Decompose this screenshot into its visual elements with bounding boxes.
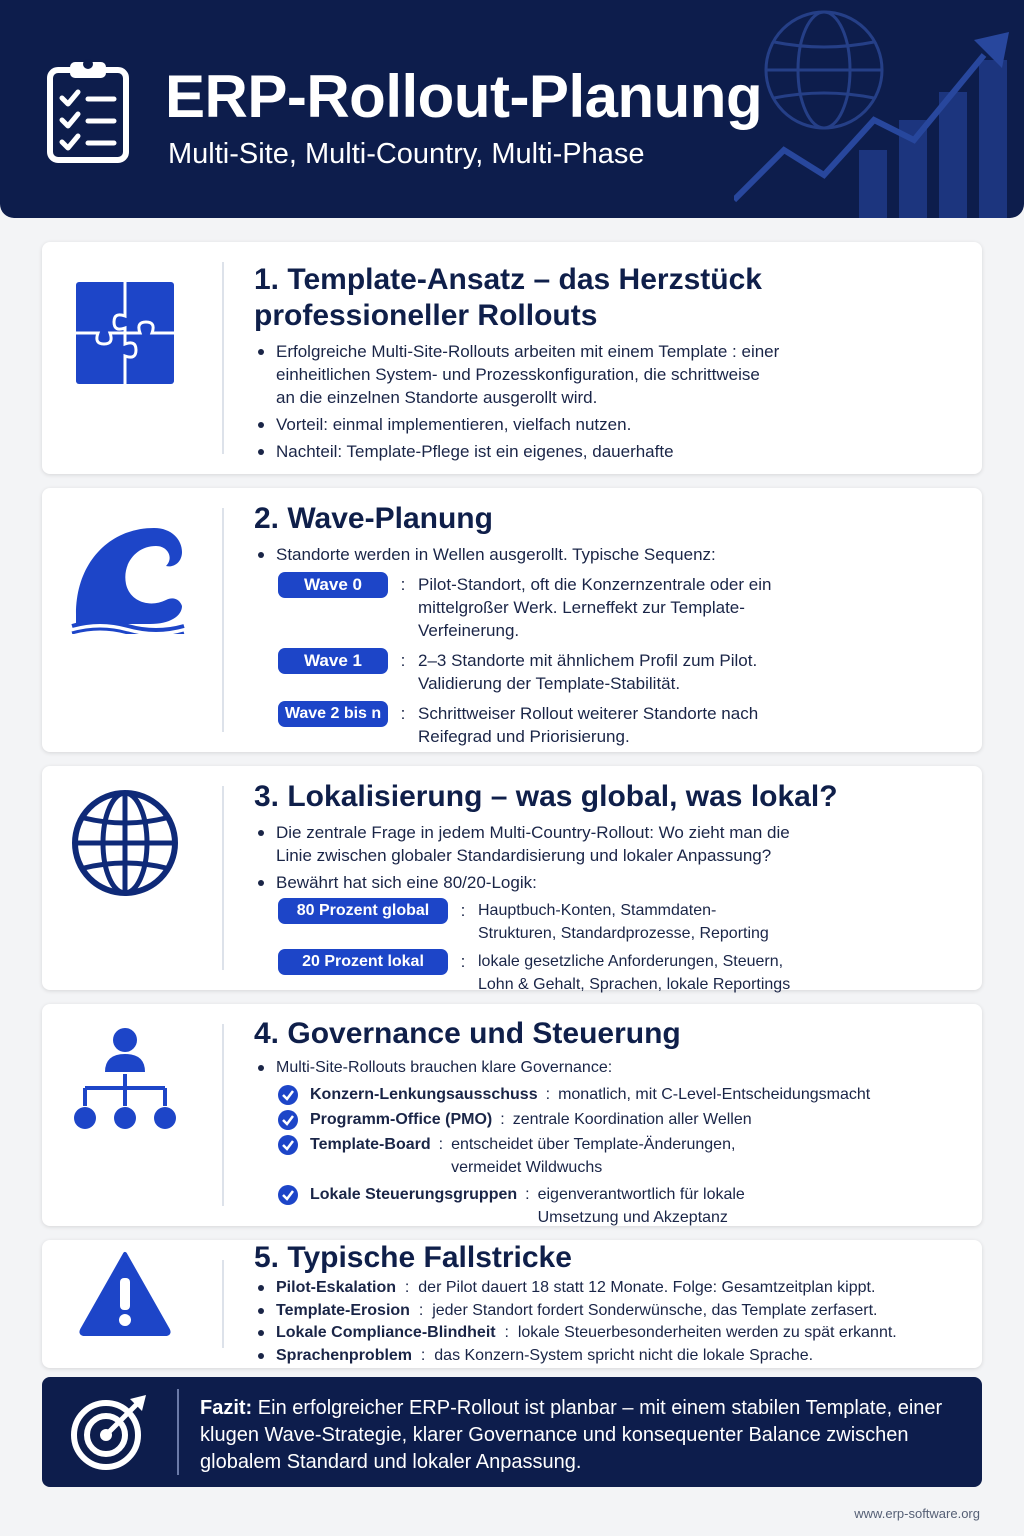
split-badge: 20 Prozent lokal (278, 949, 448, 975)
checkmark-icon (278, 1110, 298, 1130)
card-divider (222, 262, 224, 454)
checkmark-icon (278, 1085, 298, 1105)
wave-badge: Wave 0 (278, 572, 388, 598)
list-item: Erfolgreiche Multi-Site-Rollouts arbeiten mit einem Template : einer einheitlichen System- und Prozesskonfiguration, die schrittweise an die einzelnen Standorte ausgerollt wird. (254, 340, 782, 409)
wave-row: Wave 0 : Pilot-Standort, oft die Konzernzentrale oder ein mittelgroßer Werk. Lerneffekt zur Template-Verfeinerung. (254, 572, 802, 642)
section-title: 2. Wave-Planung (254, 502, 493, 535)
checkmark-icon (278, 1185, 298, 1205)
list-item: Standorte werden in Wellen ausgerollt. Typische Sequenz: (254, 543, 802, 566)
section-title: 5. Typische Fallstricke (254, 1241, 572, 1274)
list-item: Bewährt hat sich eine 80/20-Logik: (254, 871, 792, 894)
page-title: ERP-Rollout-Planung (165, 63, 763, 130)
wave-description: 2–3 Standorte mit ähnlichem Profil zum Pilot. Validierung der Template-Stabilität. (418, 651, 758, 693)
list-item: Vorteil: einmal implementieren, vielfach nutzen. (254, 413, 782, 436)
pitfall-item: Sprachenproblem : das Konzern-System spricht nicht die lokale Sprache. (254, 1345, 962, 1368)
section-title: 1. Template-Ansatz – das Herzstück professioneller Rollouts (254, 263, 762, 332)
page-subtitle: Multi-Site, Multi-Country, Multi-Phase (168, 138, 645, 170)
section-body (254, 340, 782, 467)
pitfall-item: Lokale Compliance-Blindheit : lokale Steuerbesonderheiten werden zu spät erkannt. (254, 1322, 962, 1345)
split-description: Hauptbuch-Konten, Stammdaten-Strukturen, Standardprozesse, Reporting (478, 902, 769, 942)
section-waves (42, 488, 982, 752)
checkmark-icon (278, 1135, 298, 1155)
section-governance (42, 1004, 982, 1226)
governance-item: Programm-Office (PMO) : zentrale Koordination aller Wellen (276, 1108, 882, 1131)
wave-row: Wave 2 bis n : Schrittweiser Rollout weiterer Standorte nach Reifegrad und Priorisierung. (254, 701, 802, 748)
list-item: Nachteil: Template-Pflege ist ein eigenes, dauerhafte (254, 440, 782, 463)
section-body (254, 1277, 962, 1367)
section-body (254, 1056, 882, 1229)
section-template (42, 242, 982, 474)
wave-description: Pilot-Standort, oft die Konzernzentrale oder ein mittelgroßer Werk. Lerneffekt zur Template-Verfeinerung. (418, 575, 772, 640)
target-icon (70, 1391, 150, 1471)
card-divider (222, 1260, 224, 1348)
card-divider (222, 1024, 224, 1206)
conclusion-text: Fazit: Ein erfolgreicher ERP-Rollout ist planbar – mit einem stabilen Template, einer klugen Wave-Strategie, klarer Governance und konsequenter Balance zwischen globalem Standard und lokaler Anpassung. (200, 1397, 943, 1473)
wave-badge: Wave 2 bis n (278, 701, 388, 727)
section-body (254, 543, 802, 748)
governance-item: Konzern-Lenkungsausschuss : monatlich, mit C-Level-Entscheidungsmacht (276, 1083, 882, 1106)
puzzle-icon (76, 282, 174, 384)
wave-icon (70, 522, 186, 634)
card-divider (177, 1389, 179, 1475)
growth-chart-globe-icon (734, 0, 1024, 218)
split-row: 80 Prozent global : Hauptbuch-Konten, Stammdaten-Strukturen, Standardprozesse, Reporting (254, 898, 792, 945)
section-body (254, 821, 792, 996)
split-description: lokale gesetzliche Anforderungen, Steuern, Lohn & Gehalt, Sprachen, lokale Reportings (478, 953, 791, 993)
globe-icon (70, 788, 180, 898)
section-title: 3. Lokalisierung – was global, was lokal? (254, 780, 838, 813)
pitfall-item: Pilot-Eskalation : der Pilot dauert 18 statt 12 Monate. Folge: Gesamtzeitplan kippt. (254, 1277, 962, 1300)
section-title: 4. Governance und Steuerung (254, 1017, 681, 1050)
split-row: 20 Prozent lokal : lokale gesetzliche Anforderungen, Steuern, Lohn & Gehalt, Sprachen, lokale Reportings (254, 949, 792, 996)
card-divider (222, 508, 224, 732)
wave-badge: Wave 1 (278, 648, 388, 674)
clipboard-checklist-icon (46, 56, 130, 164)
org-chart-icon (72, 1026, 178, 1134)
section-pitfalls (42, 1240, 982, 1368)
footer-url[interactable]: www.erp-software.org (854, 1506, 980, 1521)
governance-item: Lokale Steuerungsgruppen : eigenverantwortlich für lokale Umsetzung und Akzeptanz (276, 1183, 882, 1229)
header-banner (0, 0, 1024, 218)
conclusion-banner (42, 1377, 982, 1487)
card-divider (222, 786, 224, 970)
list-item: Multi-Site-Rollouts brauchen klare Governance: (254, 1056, 882, 1079)
split-badge: 80 Prozent global (278, 898, 448, 924)
wave-description: Schrittweiser Rollout weiterer Standorte nach Reifegrad und Priorisierung. (418, 704, 759, 746)
warning-icon (78, 1250, 172, 1336)
section-localization (42, 766, 982, 993)
governance-item: Template-Board : entscheidet über Template-Änderungen, vermeidet Wildwuchs (276, 1133, 882, 1179)
pitfall-item: Template-Erosion : jeder Standort fordert Sonderwünsche, das Template zerfasert. (254, 1300, 962, 1323)
wave-row: Wave 1 : 2–3 Standorte mit ähnlichem Profil zum Pilot. Validierung der Template-Stabilität. (254, 648, 802, 695)
list-item: Die zentrale Frage in jedem Multi-Country-Rollout: Wo zieht man die Linie zwischen globaler Standardisierung und lokaler Anpassung? (254, 821, 792, 867)
